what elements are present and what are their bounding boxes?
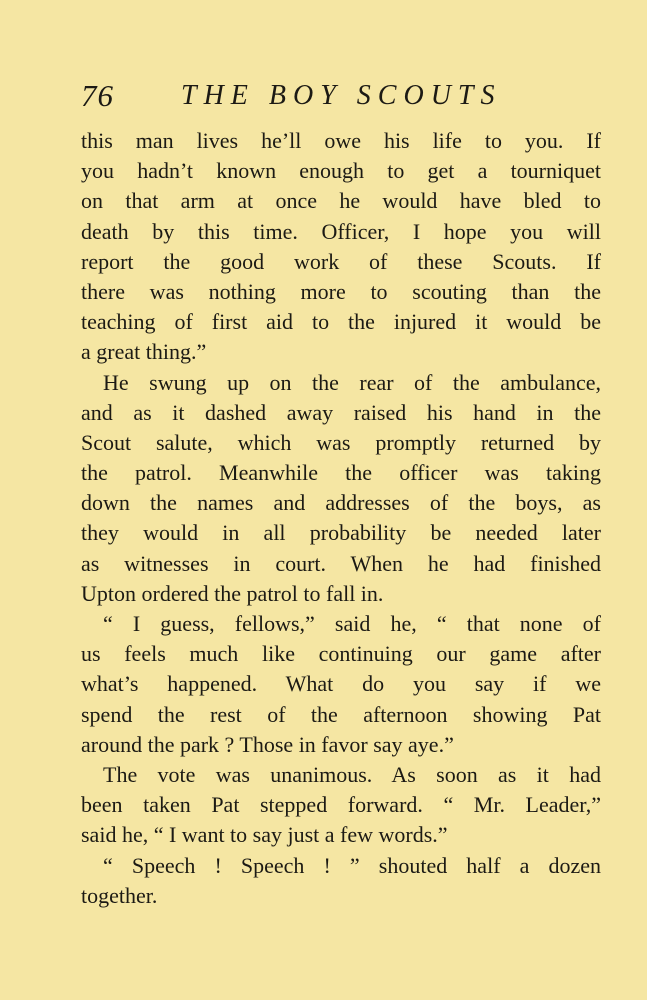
text-line: as witnesses in court. When he had finished — [81, 550, 601, 576]
body-text — [81, 126, 601, 911]
text-line: been taken Pat stepped forward. “ Mr. Leader,” — [81, 792, 601, 818]
text-line: together. — [81, 882, 158, 908]
page-number: 76 — [81, 78, 114, 113]
text-line: Upton ordered the patrol to fall in. — [81, 580, 384, 606]
text-line: “ Speech ! Speech ! ” shouted half a dozen — [103, 852, 601, 878]
running-title: THE BOY SCOUTS — [181, 80, 502, 111]
text-line: around the park ? Those in favor say aye.” — [81, 731, 454, 757]
text-line: the patrol. Meanwhile the officer was taking — [81, 460, 601, 486]
text-line: this man lives he’ll owe his life to you. If — [81, 128, 601, 153]
text-line: they would in all probability be needed later — [81, 520, 601, 546]
text-line: and as it dashed away raised his hand in the — [81, 399, 601, 425]
text-line: there was nothing more to scouting than the — [81, 278, 601, 304]
text-line: you hadn’t known enough to get a tourniquet — [81, 158, 601, 184]
text-line: teaching of first aid to the injured it would be — [81, 309, 601, 335]
text-line: down the names and addresses of the boys, as — [81, 490, 601, 516]
text-line: report the good work of these Scouts. If — [81, 248, 601, 274]
text-line: what’s happened. What do you say if we — [81, 671, 601, 697]
text-line: He swung up on the rear of the ambulance, — [103, 369, 601, 395]
running-header — [81, 76, 601, 116]
text-line: said he, “ I want to say just a few words.” — [81, 822, 448, 848]
text-line: us feels much like continuing our game after — [81, 641, 601, 667]
text-line: death by this time. Officer, I hope you will — [81, 218, 601, 244]
text-line: a great thing.” — [81, 339, 207, 365]
text-line: on that arm at once he would have bled to — [81, 188, 601, 214]
text-line: The vote was unanimous. As soon as it had — [103, 761, 601, 787]
text-line: spend the rest of the afternoon showing Pat — [81, 701, 601, 727]
text-line: Scout salute, which was promptly returned by — [81, 429, 601, 455]
text-line: “ I guess, fellows,” said he, “ that none of — [103, 611, 601, 636]
